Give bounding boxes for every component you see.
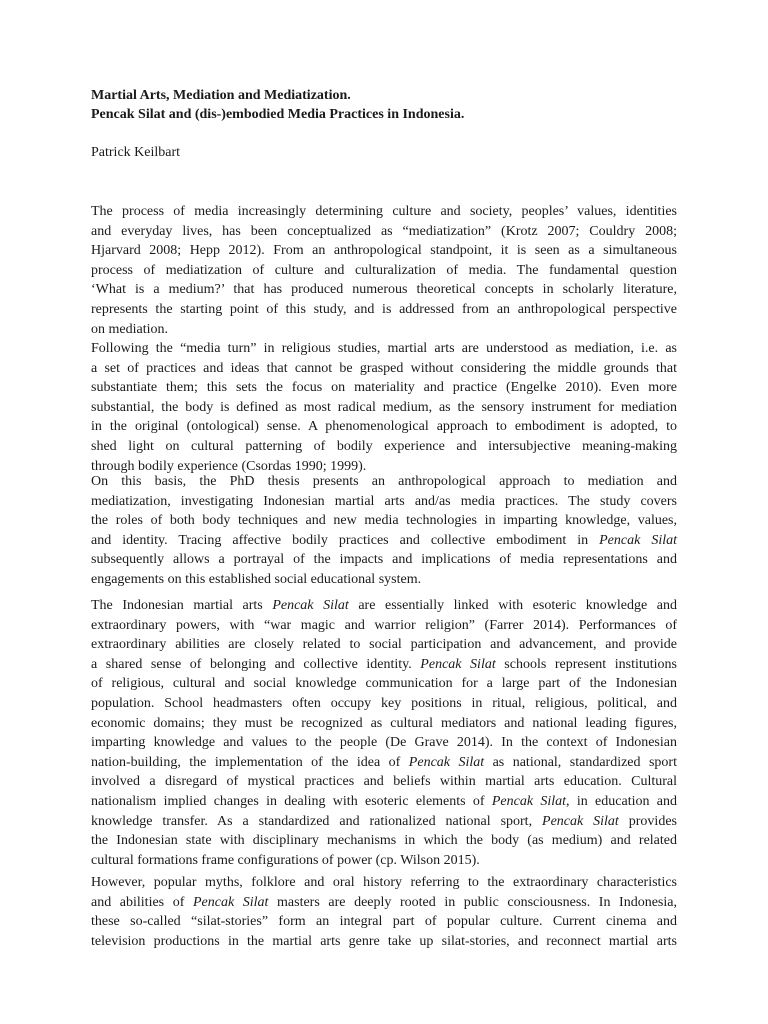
italic-term: Pencak Silat [542,813,619,829]
paragraph-1-line: The process of media increasingly determining culture and society, peoples’ values, identities [91,204,677,219]
author-name: Patrick Keilbart [91,145,181,160]
paragraph-2-line: through bodily experience (Csordas 1990; 1999). [91,458,367,474]
paragraph-4-line: cultural formations frame configurations of power (cp. Wilson 2015). [91,852,480,868]
italic-term: Pencak Silat [599,532,677,548]
document-title-line-1: Martial Arts, Mediation and Mediatization. [91,88,351,103]
italic-term: Pencak Silat [420,656,496,672]
paragraph-4-line: extraordinary abilities are closely related to social participation and advancement, and provide [91,637,677,653]
paragraph-1-line: Hjarvard 2008; Hepp 2012). From an anthropological standpoint, it is seen as a simultaneous [91,243,677,259]
paragraph-2-line: substantiate them; this sets the focus on materiality and practice (Engelke 2010). Even more [91,380,677,396]
italic-term: Pencak Silat [408,754,485,770]
paragraph-4-line: The Indonesian martial arts Pencak Silat are essentially linked with esoteric knowledge and [91,598,677,613]
paragraph-4-line: extraordinary powers, with “war magic and warrior religion” (Farrer 2014). Performances of [91,617,677,633]
paragraph-3-line: mediatization, investigating Indonesian martial arts and/as media practices. The study covers [91,493,677,509]
paragraph-4-line: imparting knowledge and values to the people (De Grave 2014). In the context of Indonesian [91,735,677,751]
paragraph-3-line: subsequently allows a portrayal of the impacts and implications of media representations and [91,552,677,568]
paragraph-1-line: represents the starting point of this study, and is addressed from an anthropological perspective [91,302,677,317]
paragraph-3-line: engagements on this established social educational system. [91,572,422,587]
paragraph-4-line: involved a disregard of mystical practices and beliefs within martial arts education. Cultural [91,774,677,790]
paragraph-4-line: a shared sense of belonging and collective identity. Pencak Silat schools represent institutions [91,656,677,672]
paragraph-2-line: in the original (ontological) sense. A phenomenological approach to embodiment is adopted, to [91,419,677,435]
paragraph-4-line: nation-building, the implementation of the idea of Pencak Silat as national, standardized sport [91,754,677,770]
paragraph-2-line: shed light on cultural patterning of bodily experience and intersubjective meaning-making [91,439,677,454]
paragraph-1-line: on mediation. [91,321,168,337]
paragraph-4-line: nationalism implied changes in dealing with esoteric elements of Pencak Silat, in education and [91,794,677,809]
paragraph-5-line: these so-called “silat-stories” form an integral part of popular culture. Current cinema and [91,914,677,930]
paragraph-4-line: economic domains; they must be recognized as cultural mediators and national leading figures, [91,715,677,731]
paragraph-2-line: Following the “media turn” in religious studies, martial arts are understood as mediation, i.e. as [91,341,677,356]
italic-term: Pencak Silat [272,598,349,613]
paragraph-2-line: substantial, the body is defined as most radical medium, as the sensory instrument for mediation [91,399,677,415]
paragraph-3-line: the roles of both body techniques and new media technologies in imparting knowledge, values, [91,513,677,529]
paragraph-4-line: population. School headmasters often occupy key positions in ritual, religious, political, and [91,696,677,711]
italic-term: Pencak Silat [192,894,269,910]
paragraph-2-line: a set of practices and ideas that cannot be grasped without considering the middle grounds that [91,360,677,376]
paragraph-1-line: ‘What is a medium?’ that has produced numerous theoretical concepts in scholarly literature, [91,282,677,298]
paragraph-3-line: On this basis, the PhD thesis presents an anthropological approach to mediation and [91,474,677,489]
paragraph-1-line: process of mediatization of culture and culturalization of media. The fundamental question [91,262,677,278]
paragraph-5-line: and abilities of Pencak Silat masters are deeply rooted in public consciousness. In Indonesia, [91,894,677,910]
italic-term: Pencak Silat [491,794,567,809]
paragraph-5-line: television productions in the martial arts genre take up silat-stories, and reconnect martial arts [91,933,677,949]
paragraph-4-line: the Indonesian state with disciplinary mechanisms in which the body (as medium) and related [91,833,677,849]
document-title-line-2: Pencak Silat and (dis-)embodied Media Practices in Indonesia. [91,107,465,122]
paragraph-1-line: and everyday lives, has been conceptualized as “mediatization” (Krotz 2007; Couldry 2008; [91,223,677,239]
paragraph-5-line: However, popular myths, folklore and oral history referring to the extraordinary characteristics [91,875,677,890]
paragraph-4-line: of religious, cultural and social knowledge communication for a large part of the Indonesian [91,676,677,692]
paragraph-3-line: and identity. Tracing affective bodily practices and collective embodiment in Pencak Silat [91,532,677,548]
paragraph-4-line: knowledge transfer. As a standardized and rationalized national sport, Pencak Silat provides [91,813,677,829]
